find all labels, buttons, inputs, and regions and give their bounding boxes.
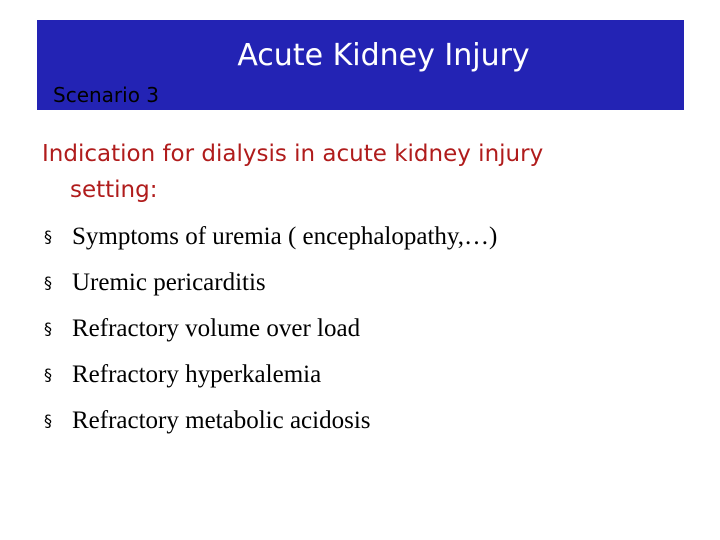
intro-text <box>42 136 642 208</box>
list-item-text: Refractory hyperkalemia <box>72 361 322 388</box>
intro-line-2: setting: <box>70 177 158 203</box>
list-item-text: Symptoms of uremia ( encephalopathy,…) <box>72 223 498 250</box>
bullet-icon: § <box>44 273 52 292</box>
list-item-text: Refractory metabolic acidosis <box>72 407 371 434</box>
bullet-icon: § <box>44 319 52 338</box>
slide-title: Acute Kidney Injury <box>237 38 530 73</box>
intro-line-1: Indication for dialysis in acute kidney injury <box>42 141 544 167</box>
slide-subtitle: Scenario 3 <box>53 83 160 107</box>
bullet-icon: § <box>44 227 52 246</box>
bullet-icon: § <box>44 365 52 384</box>
title-banner <box>37 20 684 110</box>
list-item-text: Uremic pericarditis <box>72 269 266 296</box>
list-item-text: Refractory volume over load <box>72 315 361 342</box>
bullet-icon: § <box>44 411 52 430</box>
